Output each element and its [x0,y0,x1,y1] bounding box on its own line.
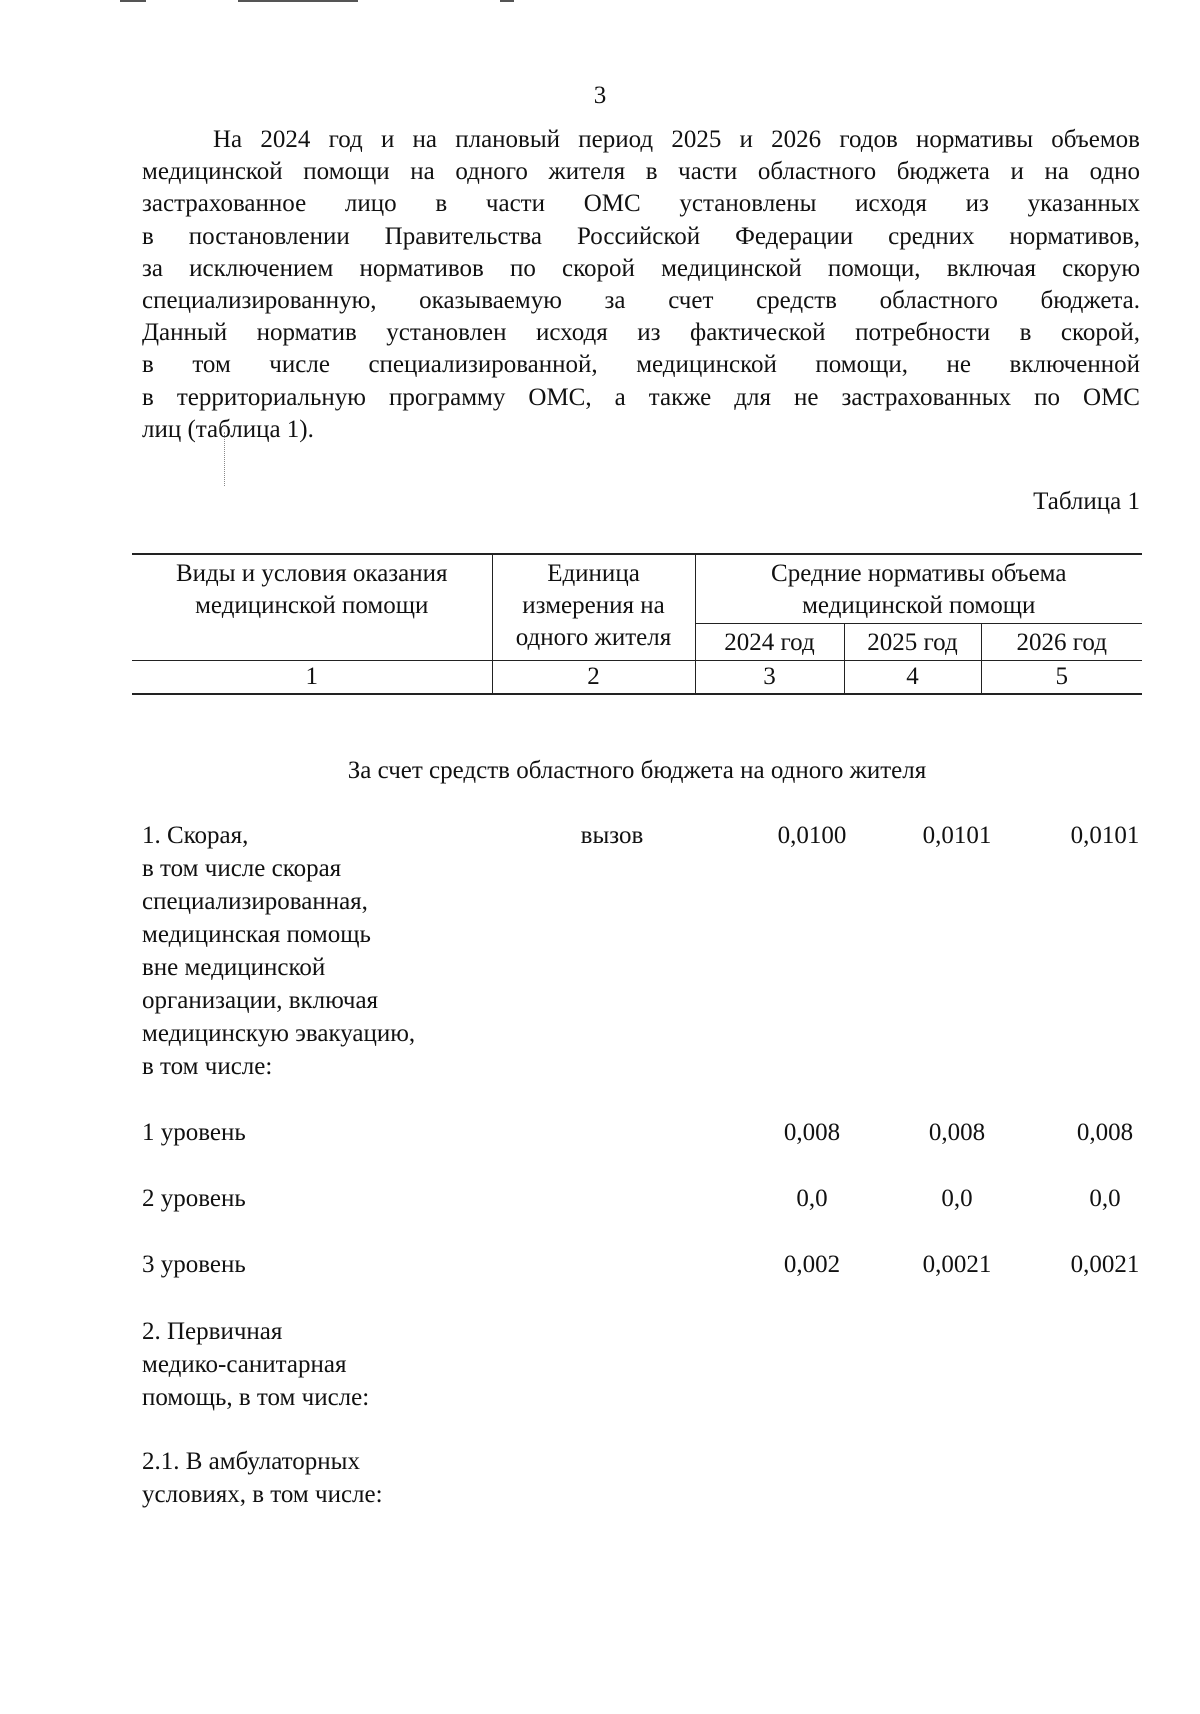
table-header [132,553,1142,695]
paragraph-line: застрахованное лицо в части ОМС установлены исходя из указанных [142,190,1140,218]
row-unit: вызов [580,822,644,849]
paragraph-line: в том числе специализированной, медицинской помощи, не включенной [142,351,1140,379]
row-name: 1. Скорая, в том числе скорая специализированная, медицинская помощь вне медицинской организации, включая медицинскую эвакуацию, в том числе: [142,822,416,1080]
row-value-2025: 0,0 [941,1185,973,1212]
header-col-type: Виды и условия оказания медицинской помощи [132,554,492,661]
header-number: 2 [492,661,695,695]
header-col-unit: Единица измерения на одного жителя [492,554,695,661]
row-name: 2 уровень [142,1185,246,1212]
paragraph-line: медицинской помощи на одного жителя в части областного бюджета и на одно [142,158,1140,186]
row-value-2024: 0,0100 [777,822,847,849]
row-value-2026: 0,0 [1089,1185,1121,1212]
paragraph-line: в территориальную программу ОМС, а также для не застрахованных по ОМС [142,383,1140,411]
row-value-2026: 0,0101 [1070,822,1140,849]
row-value-2024: 0,008 [783,1119,841,1146]
section-title: За счет средств областного бюджета на одного жителя [347,757,927,784]
header-number: 1 [132,661,492,695]
paragraph-line: Данный норматив установлен исходя из фактической потребности в скорой, [142,319,1140,347]
paragraph-line: за исключением нормативов по скорой медицинской помощи, включая скорую [142,254,1140,282]
row-value-2026: 0,0021 [1070,1251,1140,1278]
header-number: 3 [695,661,844,695]
row-name: 2. Первичная медико-санитарная помощь, в том числе: [142,1318,370,1411]
page-number: 3 [593,82,607,109]
body-paragraph [142,124,1140,446]
paragraph-line: специализированную, оказываемую за счет средств областного бюджета. [142,287,1140,315]
row-value-2025: 0,008 [928,1119,986,1146]
row-value-2025: 0,0101 [922,822,992,849]
header-year: 2025 год [844,624,981,661]
row-name: 1 уровень [142,1119,246,1146]
row-name: 2.1. В амбулаторных условиях, в том числе: [142,1448,383,1508]
scan-edge-marks [0,0,1200,4]
header-year: 2026 год [981,624,1142,661]
paragraph-line: На 2024 год и на плановый период 2025 и 2026 годов нормативы объемов [213,126,1140,153]
header-year: 2024 год [695,624,844,661]
row-value-2024: 0,002 [783,1251,841,1278]
header-col-group: Средние нормативы объема медицинской помощи [695,554,1142,624]
margin-mark [224,432,226,486]
row-name: 3 уровень [142,1251,246,1278]
header-number: 4 [844,661,981,695]
paragraph-line: лиц (таблица 1). [142,415,314,443]
row-value-2025: 0,0021 [922,1251,992,1278]
table-label: Таблица 1 [1033,488,1140,515]
row-value-2026: 0,008 [1076,1119,1134,1146]
row-value-2024: 0,0 [796,1185,828,1212]
paragraph-line: в постановлении Правительства Российской Федерации средних нормативов, [142,222,1140,250]
header-number: 5 [981,661,1142,695]
